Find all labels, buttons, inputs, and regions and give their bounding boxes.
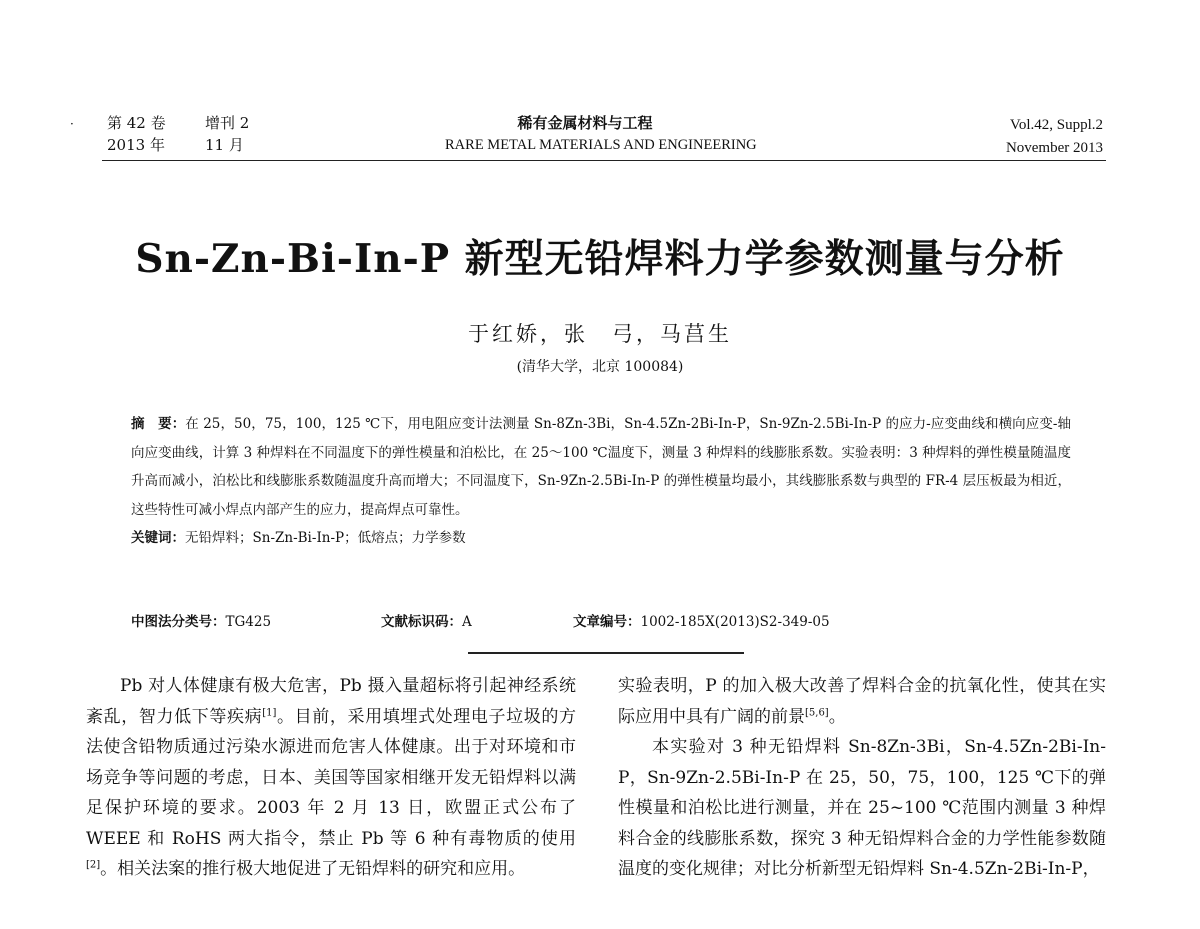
left-paragraph (86, 671, 576, 885)
doc-label: 文献标识码： (381, 614, 462, 630)
keywords-line (131, 524, 1071, 553)
margin-dot: · (70, 117, 74, 131)
header-issue: 增刊 2 (205, 114, 250, 132)
article-number (573, 610, 830, 630)
left-text-3: 。相关法案的推行极大地促进了无铅焊料的研究和应用。 (100, 859, 526, 879)
abstract-text: 在 25，50，75，100，125 ℃下，用电阻应变计法测量 Sn-8Zn-3Bi，Sn-4.5Zn-2Bi-In-P，Sn-9Zn-2.5Bi-In-P 的应力-应变曲线和横向应变-轴向应变曲线，计算 3 种焊料在不同温度下的弹性模量和泊松比，在 25～100 ℃温度下，测量 3 种焊料的线膨胀系数。实验表明：3 种焊料的弹性模量随温度升高而减小，泊松比和线膨胀系数随温度升高而增大；不同温度下，Sn-9Zn-2.5Bi-In-P 的弹性模量均最小，其线膨胀系数与典型的 FR-4 层压板最为相近，这些特性可减小焊点内部产生的应力，提高焊点可靠性。 (131, 416, 1072, 518)
header-date-en: November 2013 (1005, 140, 1103, 156)
doc-code (381, 610, 472, 630)
abstract-rule (468, 652, 744, 654)
header-rule (102, 160, 1106, 161)
citation-5-6: [5,6] (805, 706, 829, 718)
right-text-1a: 实验表明，P 的加入极大改善了焊料合金的抗氧化性，使其在实际应用中具有广阔的前景 (618, 676, 1106, 727)
left-text-2: 。目前，采用填埋式处理电子垃圾的方法使含铅物质通过污染水源进而危害人体健康。出于对环境和市场竞争等问题的考虑，日本、美国等国家相继开发无铅焊料以满足保护环境的要求。2003 年 2 月 13 日，欧盟正式公布了 WEEE 和 RoHS 两大指令，禁止 Pb 等 6 种有毒物质的使用 (86, 706, 577, 849)
header-journal-en: RARE METAL MATERIALS AND ENGINEERING (445, 137, 757, 153)
clc-value: TG425 (225, 614, 272, 630)
paper-title: Sn-Zn-Bi-In-P 新型无铅焊料力学参数测量与分析 (135, 236, 1065, 282)
article-label: 文章编号： (573, 614, 641, 630)
abstract-paragraph (131, 410, 1071, 524)
right-column (618, 671, 1106, 885)
clc-label: 中图法分类号： (131, 614, 226, 630)
right-paragraph-1 (618, 671, 1106, 732)
right-text-1b: 。 (828, 706, 846, 727)
header-vol-en: Vol.42, Suppl.2 (1009, 117, 1103, 133)
right-paragraph-2: 本实验对 3 种无铅焊料 Sn-8Zn-3Bi，Sn-4.5Zn-2Bi-In-P，Sn-9Zn-2.5Bi-In-P 在 25，50，75，100，125 ℃下的弹性模量和泊松比进行测量，并在 25~100 ℃范围内测量 3 种焊料合金的线膨胀系数，探究 3 种无铅焊料合金的力学性能参数随温度的变化规律；对比分析新型无铅焊料 Sn-4.5Zn-2Bi-In-P， (618, 737, 1106, 879)
header-volume: 第 42 卷 (107, 114, 166, 132)
clc-code (131, 610, 271, 630)
article-value: 1002-185X(2013)S2-349-05 (640, 614, 830, 630)
header-journal-cn: 稀有金属材料与工程 (517, 114, 653, 132)
left-text-1: Pb 对人体健康有极大危害，Pb 摄入量超标将引起神经系统紊乱，智力低下等疾病 (86, 676, 576, 727)
header-year: 2013 年 (107, 136, 165, 154)
keywords-text: 无铅焊料；Sn-Zn-Bi-In-P；低熔点；力学参数 (185, 530, 466, 546)
authors: 于红娇，张 弓，马莒生 (468, 322, 732, 346)
keywords-label: 关键词： (131, 530, 185, 546)
citation-2: [2] (86, 859, 101, 871)
citation-1: [1] (262, 706, 277, 718)
left-column (86, 671, 576, 885)
doc-value: A (462, 614, 472, 630)
affiliation: (清华大学，北京 100084) (516, 359, 684, 375)
header-month: 11 月 (205, 136, 244, 154)
abstract-label: 摘 要： (131, 416, 186, 432)
abstract-block (131, 410, 1071, 553)
